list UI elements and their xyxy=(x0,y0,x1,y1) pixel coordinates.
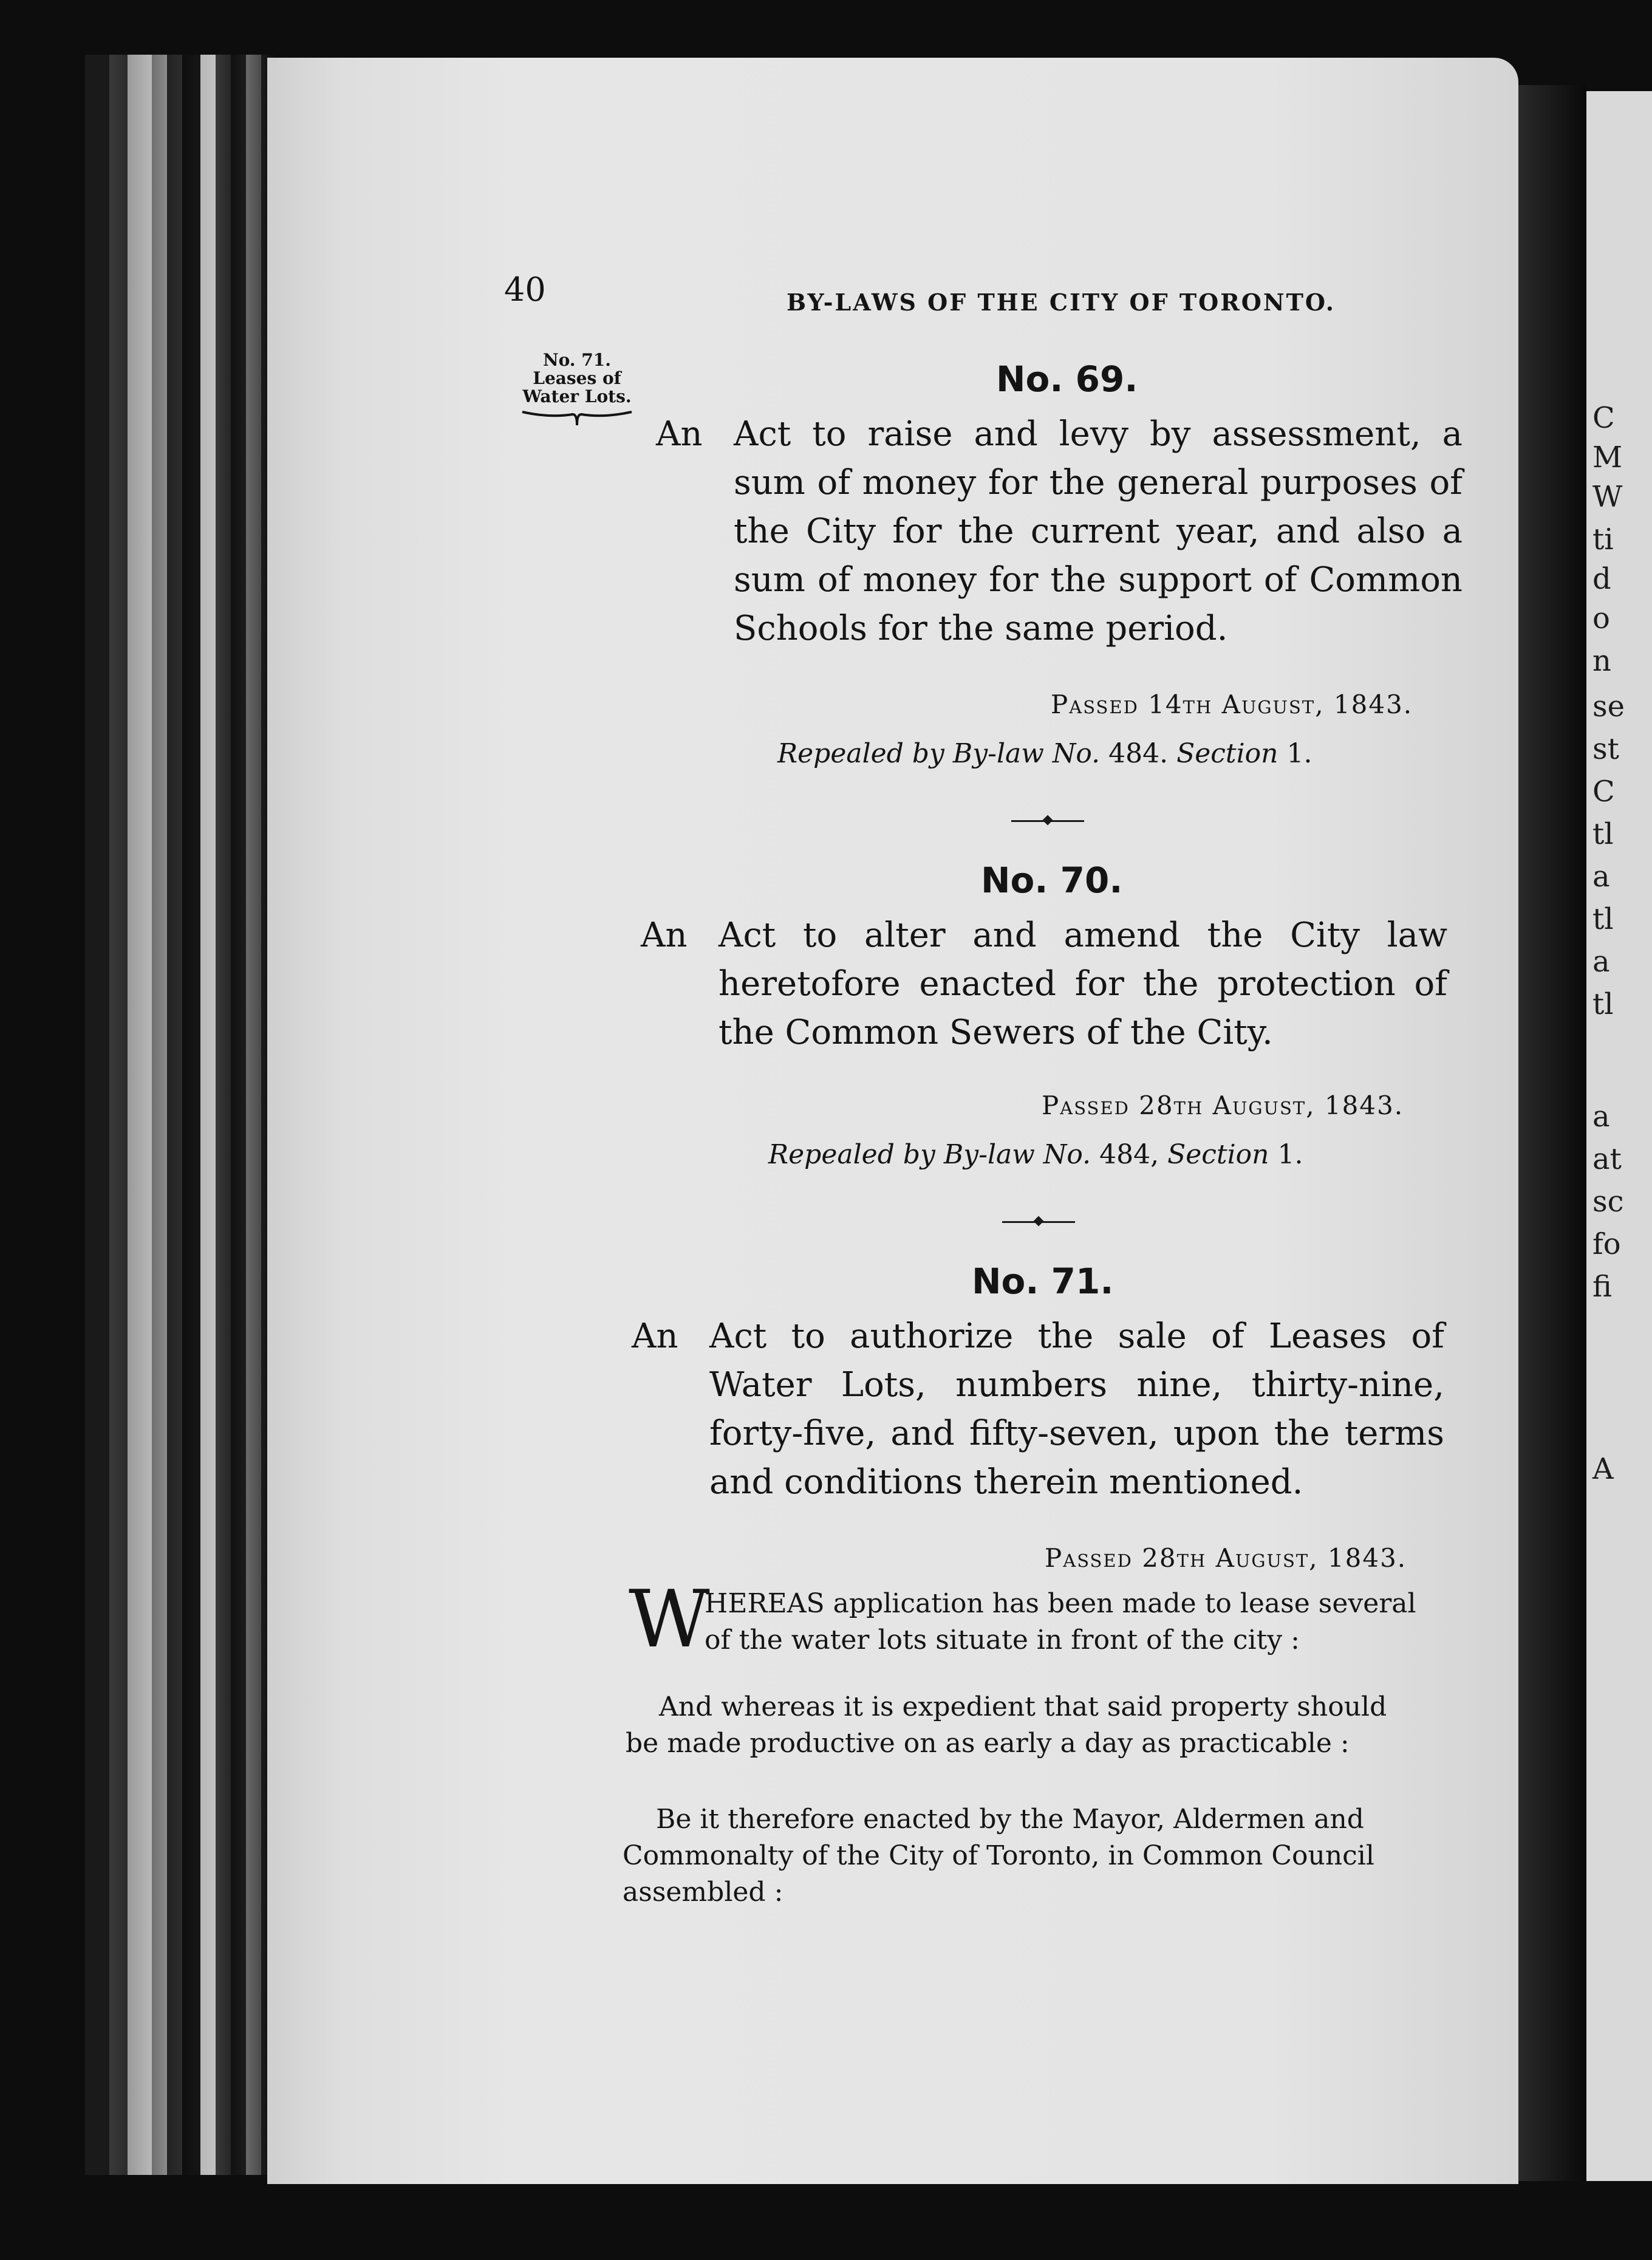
fragment-text: a xyxy=(1592,860,1610,894)
body-paragraph xyxy=(626,1689,1387,1762)
bylaw-title-line: and conditions therein mentioned. xyxy=(709,1462,1303,1502)
fragment-text: W xyxy=(1592,480,1623,514)
repeal-prefix: Repealed by By-law No. xyxy=(777,738,1101,769)
bylaw-title-line: Schools for the same period. xyxy=(734,609,1228,648)
fragment-text: sc xyxy=(1592,1185,1624,1219)
bylaw-title-line: forty-five, and fifty-seven, upon the terms xyxy=(709,1414,1444,1453)
body-paragraph xyxy=(623,1801,1374,1911)
repeal-prefix: Repealed by By-law No. xyxy=(768,1139,1091,1170)
bylaw-title-line: Act to raise and levy by assessment, a xyxy=(734,414,1463,454)
fragment-text: ti xyxy=(1592,522,1614,556)
bylaw-title-an: An xyxy=(632,1317,678,1356)
margin-note-line: Leases of xyxy=(533,368,621,388)
fragment-text: C xyxy=(1592,401,1615,435)
section-divider xyxy=(1011,820,1084,822)
bylaw-title-line: Water Lots, numbers nine, thirty-nine, xyxy=(709,1365,1444,1405)
repeal-section-number: 1. xyxy=(1286,738,1312,769)
repeal-bylaw-number: 484, xyxy=(1099,1139,1159,1170)
bylaw-title xyxy=(632,1312,1445,1513)
running-title: BY-LAWS OF THE CITY OF TORONTO. xyxy=(787,289,1336,316)
fragment-text: fi xyxy=(1592,1270,1613,1304)
passed-date: Passed 28th August, 1843. xyxy=(1045,1543,1407,1573)
body-paragraph xyxy=(705,1586,1416,1659)
fragment-text: n xyxy=(1592,644,1611,678)
bylaw-title-line: Act to alter and amend the City law xyxy=(718,916,1447,955)
bylaw-title-line: the Common Sewers of the City. xyxy=(718,1013,1273,1052)
bylaw-number: No. 71. xyxy=(972,1261,1114,1302)
passed-date: Passed 14th August, 1843. xyxy=(1051,690,1413,719)
bylaw-title-an: An xyxy=(641,916,688,955)
fragment-text: tl xyxy=(1592,817,1614,851)
repeal-note xyxy=(768,1139,1303,1170)
fragment-text: tl xyxy=(1592,902,1614,936)
repeal-section: Section xyxy=(1176,738,1278,769)
fragment-text: fo xyxy=(1592,1227,1621,1261)
margin-note xyxy=(519,351,635,434)
body-line: Commonalty of the City of Toronto, in Common Council xyxy=(623,1840,1374,1871)
fragment-text: A xyxy=(1592,1452,1614,1486)
body-line: assembled : xyxy=(623,1877,783,1908)
repeal-section: Section xyxy=(1167,1139,1269,1170)
body-line: be made productive on as early a day as practicable : xyxy=(626,1728,1350,1759)
bylaw-title xyxy=(641,911,1449,1063)
repeal-note xyxy=(777,738,1312,769)
fragment-text: o xyxy=(1592,601,1610,635)
margin-brace-icon xyxy=(519,406,635,430)
fragment-text: st xyxy=(1592,732,1619,766)
repeal-bylaw-number: 484. xyxy=(1108,738,1169,769)
bylaw-title-an: An xyxy=(656,414,703,454)
drop-cap: W xyxy=(629,1573,710,1665)
bylaw-number: No. 69. xyxy=(996,358,1138,400)
section-divider xyxy=(1002,1221,1075,1223)
bylaw-title-line: Act to authorize the sale of Leases of xyxy=(709,1317,1444,1356)
bylaw-title-line: the City for the current year, and also a xyxy=(734,512,1463,551)
bylaw-title-line: sum of money for the support of Common xyxy=(734,560,1463,600)
fragment-text: a xyxy=(1592,945,1610,979)
fragment-text: tl xyxy=(1592,987,1614,1021)
fragment-text: M xyxy=(1592,440,1623,474)
book-edge xyxy=(85,55,273,2175)
margin-note-line: No. 71. xyxy=(543,350,611,370)
margin-note-line: Water Lots. xyxy=(522,386,632,406)
body-line: HEREAS application has been made to lease several xyxy=(705,1588,1416,1619)
bylaw-title-line: sum of money for the general purposes of xyxy=(734,463,1463,502)
passed-date: Passed 28th August, 1843. xyxy=(1042,1091,1404,1120)
body-line: And whereas it is expedient that said property should xyxy=(659,1691,1387,1722)
fragment-text: at xyxy=(1592,1142,1622,1176)
next-page-fragment xyxy=(1586,91,1652,2181)
bylaw-title xyxy=(656,410,1464,659)
body-line: of the water lots situate in front of the city : xyxy=(705,1625,1300,1656)
page-number: 40 xyxy=(504,270,546,309)
bylaw-title-line: heretofore enacted for the protection of xyxy=(718,964,1447,1004)
repeal-section-number: 1. xyxy=(1277,1139,1303,1170)
body-line: Be it therefore enacted by the Mayor, Aldermen and xyxy=(656,1804,1364,1835)
page-gutter xyxy=(1518,85,1585,2181)
fragment-text: a xyxy=(1592,1100,1610,1134)
fragment-text: d xyxy=(1592,562,1611,596)
bylaw-number: No. 70. xyxy=(981,860,1123,901)
fragment-text: se xyxy=(1592,690,1625,724)
fragment-text: C xyxy=(1592,775,1615,809)
